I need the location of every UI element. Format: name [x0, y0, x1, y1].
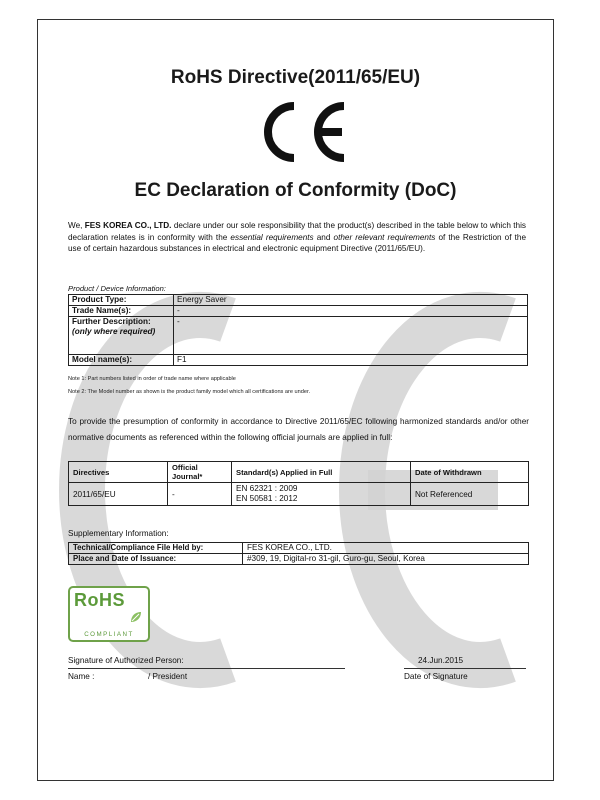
signature-line	[68, 668, 345, 669]
signature-label: Signature of Authorized Person:	[68, 656, 184, 665]
signature-date: 24.Jun.2015	[418, 656, 464, 665]
table-header-row: Directives Official Journal* Standard(s) Applied in Full Date of Withdrawn	[69, 462, 529, 483]
signatory-title: / President	[148, 672, 188, 681]
supplementary-table	[68, 542, 529, 565]
note-2: Note 2: The Model number as shown is the product family model which all certifications are under.	[68, 389, 311, 395]
date-of-signature-label: Date of Signature	[404, 672, 468, 681]
table-row: Model name(s): F1	[69, 355, 528, 366]
table-row: Product Type: Energy Saver	[69, 295, 528, 306]
leaf-icon	[129, 610, 143, 624]
table-row: 2011/65/EU - EN 62321 : 2009 EN 50581 : 2012 Not Referenced	[69, 483, 529, 506]
note-1: Note 1: Part numbers listed in order of trade name where applicable	[68, 376, 236, 382]
table-row: Place and Date of Issuance: #309, 19, Digital-ro 31-gil, Guro-gu, Seoul, Korea	[69, 554, 529, 565]
certificate-page	[37, 19, 554, 781]
table-row: Trade Name(s): -	[69, 306, 528, 317]
date-line	[404, 668, 526, 669]
supplementary-label: Supplementary Information:	[68, 529, 169, 538]
ce-mark-icon	[250, 100, 350, 164]
product-section-label: Product / Device Information:	[68, 284, 166, 293]
product-table	[68, 294, 528, 366]
directive-title: RoHS Directive(2011/65/EU)	[170, 67, 421, 88]
doc-title: EC Declaration of Conformity (DoC)	[134, 180, 457, 201]
table-row: Further Description: (only where required) -	[69, 317, 528, 355]
presumption-paragraph: To provide the presumption of conformity in accordance to Directive 2011/65/EC following harmonized standards and/or other normative documents as referenced within the following official journals are applied in full:	[68, 417, 529, 442]
company-name: FES KOREA CO., LTD.	[84, 221, 172, 230]
rohs-compliant-logo: RoHS COMPLIANT	[68, 586, 150, 642]
intro-paragraph: We, FES KOREA CO., LTD. declare under our sole responsibility that the product(s) described in the table below to which this declaration relates is in conformity with the essential requirements and other relevant requirements of the Restriction of the use of certain hazardous substances in electrical and electronic equipment Directive (2011/65/EU).	[68, 221, 527, 253]
standards-table	[68, 461, 529, 506]
name-label: Name :	[68, 672, 95, 681]
table-row: Technical/Compliance File Held by: FES KOREA CO., LTD.	[69, 543, 529, 554]
